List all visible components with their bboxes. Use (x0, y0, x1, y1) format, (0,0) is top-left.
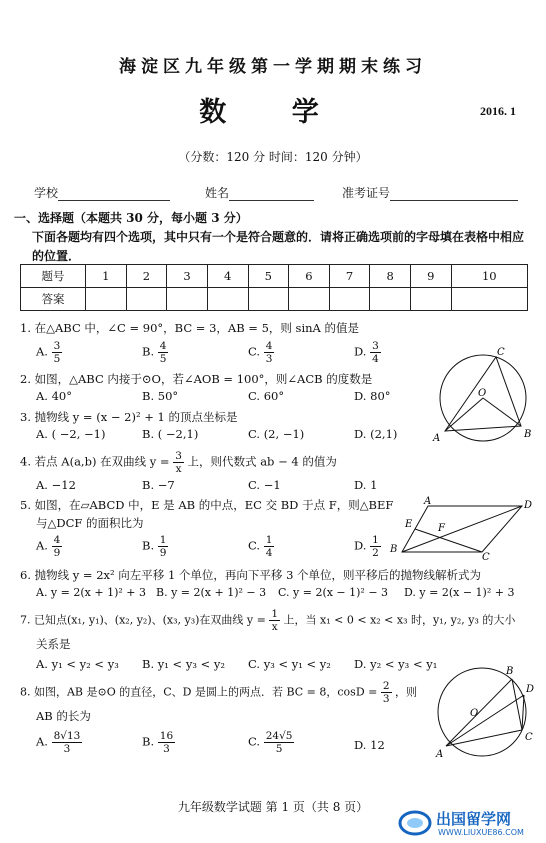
question-2-option-c: C. 60° (248, 389, 285, 403)
question-3-option-c: C. (2, −1) (248, 427, 305, 441)
answer-cell[interactable] (248, 288, 289, 311)
stem-text: 上，当 x₁ < 0 < x₂ < x₃ 时，y₁, y₂, y₃ 的大小 (283, 613, 516, 627)
label-d: D (524, 500, 533, 511)
numerator: 2 (382, 680, 390, 692)
diameter-ab (446, 679, 512, 746)
answer-cell[interactable] (451, 288, 527, 311)
numerator: 1 (159, 534, 167, 546)
answer-cell[interactable] (86, 288, 127, 311)
subject-title: 数 学 (199, 97, 347, 128)
question-5-stem-cont: 与△DCF 的面积比为 (36, 516, 144, 530)
option-label: A. (36, 538, 48, 553)
question-2-option-d: D. 80° (354, 389, 391, 403)
question-3-option-a: A. ( −2, −1) (36, 427, 106, 441)
numerator: 4 (53, 534, 61, 546)
option-label: B. (142, 734, 155, 749)
numerator: 4 (159, 340, 167, 352)
label-c: C (497, 347, 505, 358)
table-row (21, 265, 528, 288)
question-7-stem-cont: 关系是 (36, 637, 71, 651)
school-label: 学校 (34, 186, 59, 200)
segment-bc (512, 679, 522, 730)
label-c: C (482, 552, 490, 560)
diameter-circle-figure (430, 662, 536, 764)
denominator: 3 (382, 693, 390, 705)
denominator: 4 (372, 353, 379, 365)
numerator: 1 (271, 608, 279, 620)
watermark-url: WWW.LIUXUE86.COM (438, 828, 524, 837)
exam-id-blank[interactable] (390, 188, 518, 201)
question-5-stem: 5. 如图，在▱ABCD 中，E 是 AB 的中点，EC 交 BD 于点 F，则△BEF (20, 498, 394, 512)
question-8-stem-cont: AB 的长为 (36, 709, 91, 723)
option-label: C. (248, 538, 261, 553)
answer-table (20, 264, 528, 311)
numerator: 1 (265, 534, 273, 546)
question-number: 10 (451, 265, 527, 288)
question-number: 3 (167, 265, 208, 288)
question-4-option-c: C. −1 (248, 478, 281, 492)
question-4-option-b: B. −7 (142, 478, 175, 492)
question-4-option-a: A. −12 (36, 478, 76, 492)
label-o: O (470, 708, 479, 719)
answer-cell[interactable] (329, 288, 370, 311)
denominator: 5 (53, 353, 61, 365)
fraction (264, 534, 275, 559)
question-8-option-c (248, 730, 294, 755)
question-8-option-d: D. 12 (354, 738, 385, 752)
segment-ob (483, 398, 521, 426)
numerator: 4 (265, 340, 273, 352)
option-label: D. (354, 538, 367, 553)
numerator: 16 (159, 730, 174, 742)
question-7-option-a: A. y₁ < y₂ < y₃ (36, 657, 119, 671)
question-3-stem: 3. 抛物线 y = (x − 2)² + 1 的顶点坐标是 (20, 410, 238, 424)
denominator: x (271, 621, 278, 633)
parallelogram-figure (400, 494, 536, 560)
label-a: A (436, 749, 444, 760)
exam-id-label: 准考证号 (342, 186, 391, 200)
option-label: C. (248, 344, 261, 359)
fraction (52, 534, 63, 559)
school-blank[interactable] (58, 188, 170, 201)
option-label: A. (36, 344, 48, 359)
question-1-stem: 1. 在△ABC 中，∠C = 90°，BC = 3，AB = 5，则 sinA 的值是 (20, 321, 360, 335)
numerator: 1 (372, 534, 379, 546)
question-number: 7 (329, 265, 370, 288)
question-7-stem (20, 608, 515, 633)
answer-cell[interactable] (370, 288, 411, 311)
segment-ec (415, 529, 482, 552)
fraction (158, 534, 169, 559)
question-6-option-a: A. y = 2(x + 1)² + 3 (36, 586, 146, 599)
table-row (21, 288, 528, 311)
question-number: 2 (126, 265, 167, 288)
denominator: 3 (63, 743, 71, 755)
numerator: 8√13 (53, 730, 81, 742)
label-b: B (524, 429, 532, 440)
answer-cell[interactable] (207, 288, 248, 311)
denominator: 3 (265, 353, 273, 365)
denominator: 9 (53, 547, 61, 559)
question-3-option-d: D. (2,1) (354, 427, 398, 441)
stem-text: 4. 若点 A(a,b) 在双曲线 y = (20, 454, 170, 469)
fraction (370, 340, 381, 365)
section-title: 一、选择题（本题共 30 分，每小题 3 分） (14, 211, 248, 225)
answer-cell[interactable] (411, 288, 452, 311)
section-instruction: 下面各题均有四个选项，其中只有一个是符合题意的．请将正确选项前的字母填在表格中相应的位置． (32, 230, 525, 263)
name-label: 姓名 (205, 186, 230, 200)
question-number: 8 (370, 265, 411, 288)
answer-cell[interactable] (289, 288, 330, 311)
answer-cell[interactable] (167, 288, 208, 311)
question-4-option-d: D. 1 (354, 478, 378, 492)
fraction (158, 730, 175, 755)
question-6-option-b: B. y = 2(x + 1)² − 3 (156, 586, 267, 599)
question-7-option-b: B. y₁ < y₃ < y₂ (142, 657, 225, 671)
question-3-option-b: B. ( −2,1) (142, 427, 199, 441)
fraction (52, 340, 63, 365)
question-1-option-b (142, 340, 168, 365)
numerator: 3 (53, 340, 61, 352)
question-8-stem (20, 680, 417, 705)
question-2-option-a: A. 40° (36, 389, 72, 403)
question-2-option-b: B. 50° (142, 389, 179, 403)
numerator: 3 (175, 450, 182, 462)
page-footer: 九年级数学试题 第 1 页（共 8 页） (177, 800, 369, 814)
denominator: 3 (163, 743, 170, 755)
row-label: 题号 (21, 265, 86, 288)
denominator: 9 (159, 547, 167, 559)
option-label: C. (248, 734, 261, 749)
question-number: 4 (207, 265, 248, 288)
fraction (264, 730, 295, 755)
label-f: F (438, 523, 445, 534)
circle-triangle-figure (428, 346, 534, 446)
question-4-stem (20, 450, 337, 475)
exam-title: 海淀区九年级第一学期期末练习 (119, 57, 427, 77)
stem-text: 上，则代数式 ab − 4 的值为 (187, 454, 337, 469)
label-a: A (424, 496, 432, 507)
fraction (158, 340, 169, 365)
question-8-option-b (142, 730, 175, 755)
question-number: 5 (248, 265, 289, 288)
question-number: 9 (411, 265, 452, 288)
denominator: 4 (265, 547, 273, 559)
label-d: D (526, 684, 535, 695)
question-7-option-d: D. y₂ < y₃ < y₁ (354, 657, 438, 671)
question-5-option-b (142, 534, 168, 559)
option-label: D. (354, 344, 367, 359)
stem-text: 7. 已知点(x₁, y₁)、(x₂, y₂)、(x₃, y₃)在双曲线 y = (20, 613, 266, 627)
name-field (205, 184, 314, 201)
row-label: 答案 (21, 288, 86, 311)
question-1-option-c (248, 340, 274, 365)
question-5-option-d (354, 534, 381, 559)
question-5-option-a (36, 534, 62, 559)
watermark (398, 808, 538, 840)
fraction (173, 450, 184, 475)
question-6-stem: 6. 抛物线 y = 2x² 向左平移 1 个单位，再向下平移 3 个单位，则平移后的抛物线解析式为 (20, 568, 482, 582)
fraction (269, 608, 280, 633)
watermark-logo-icon (398, 808, 432, 838)
fraction (370, 534, 381, 559)
denominator: x (175, 463, 182, 475)
question-number: 1 (86, 265, 127, 288)
fraction (52, 730, 83, 755)
answer-cell[interactable] (126, 288, 167, 311)
option-label: B. (142, 344, 155, 359)
label-a: A (433, 433, 441, 444)
question-1-option-a (36, 340, 62, 365)
question-1-option-d (354, 340, 381, 365)
question-6-option-c: C. y = 2(x − 1)² − 3 (278, 586, 389, 599)
numerator: 24√5 (265, 730, 293, 742)
exam-info: （分数：120 分 时间：120 分钟） (178, 150, 368, 164)
fraction (264, 340, 275, 365)
question-6-option-d: D. y = 2(x − 1)² + 3 (404, 586, 515, 599)
watermark-text: 出国留学网 (436, 810, 512, 828)
name-blank[interactable] (229, 188, 314, 201)
numerator: 3 (372, 340, 379, 352)
fraction (381, 680, 392, 705)
label-c: C (525, 732, 533, 743)
question-8-option-a (36, 730, 82, 755)
option-label: A. (36, 734, 48, 749)
label-b: B (390, 544, 398, 555)
stem-text: ，则 (395, 685, 418, 699)
exam-id-field (342, 184, 518, 201)
label-b: B (506, 666, 514, 677)
stem-text: 8. 如图，AB 是⊙O 的直径，C、D 是圆上的两点．若 BC = 8，cosD = (20, 685, 378, 699)
question-2-stem: 2. 如图，△ABC 内接于⊙O，若∠AOB = 100°，则∠ACB 的度数是 (20, 372, 373, 386)
exam-date: 2016. 1 (480, 104, 516, 118)
question-7-option-c: C. y₃ < y₁ < y₂ (248, 657, 331, 671)
denominator: 5 (159, 353, 167, 365)
segment-ad (446, 695, 524, 746)
question-number: 6 (289, 265, 330, 288)
label-o: O (478, 388, 487, 399)
denominator: 2 (372, 547, 379, 559)
denominator: 5 (275, 743, 283, 755)
question-5-option-c (248, 534, 274, 559)
school-field (34, 184, 170, 201)
option-label: B. (142, 538, 155, 553)
label-e: E (405, 519, 413, 530)
